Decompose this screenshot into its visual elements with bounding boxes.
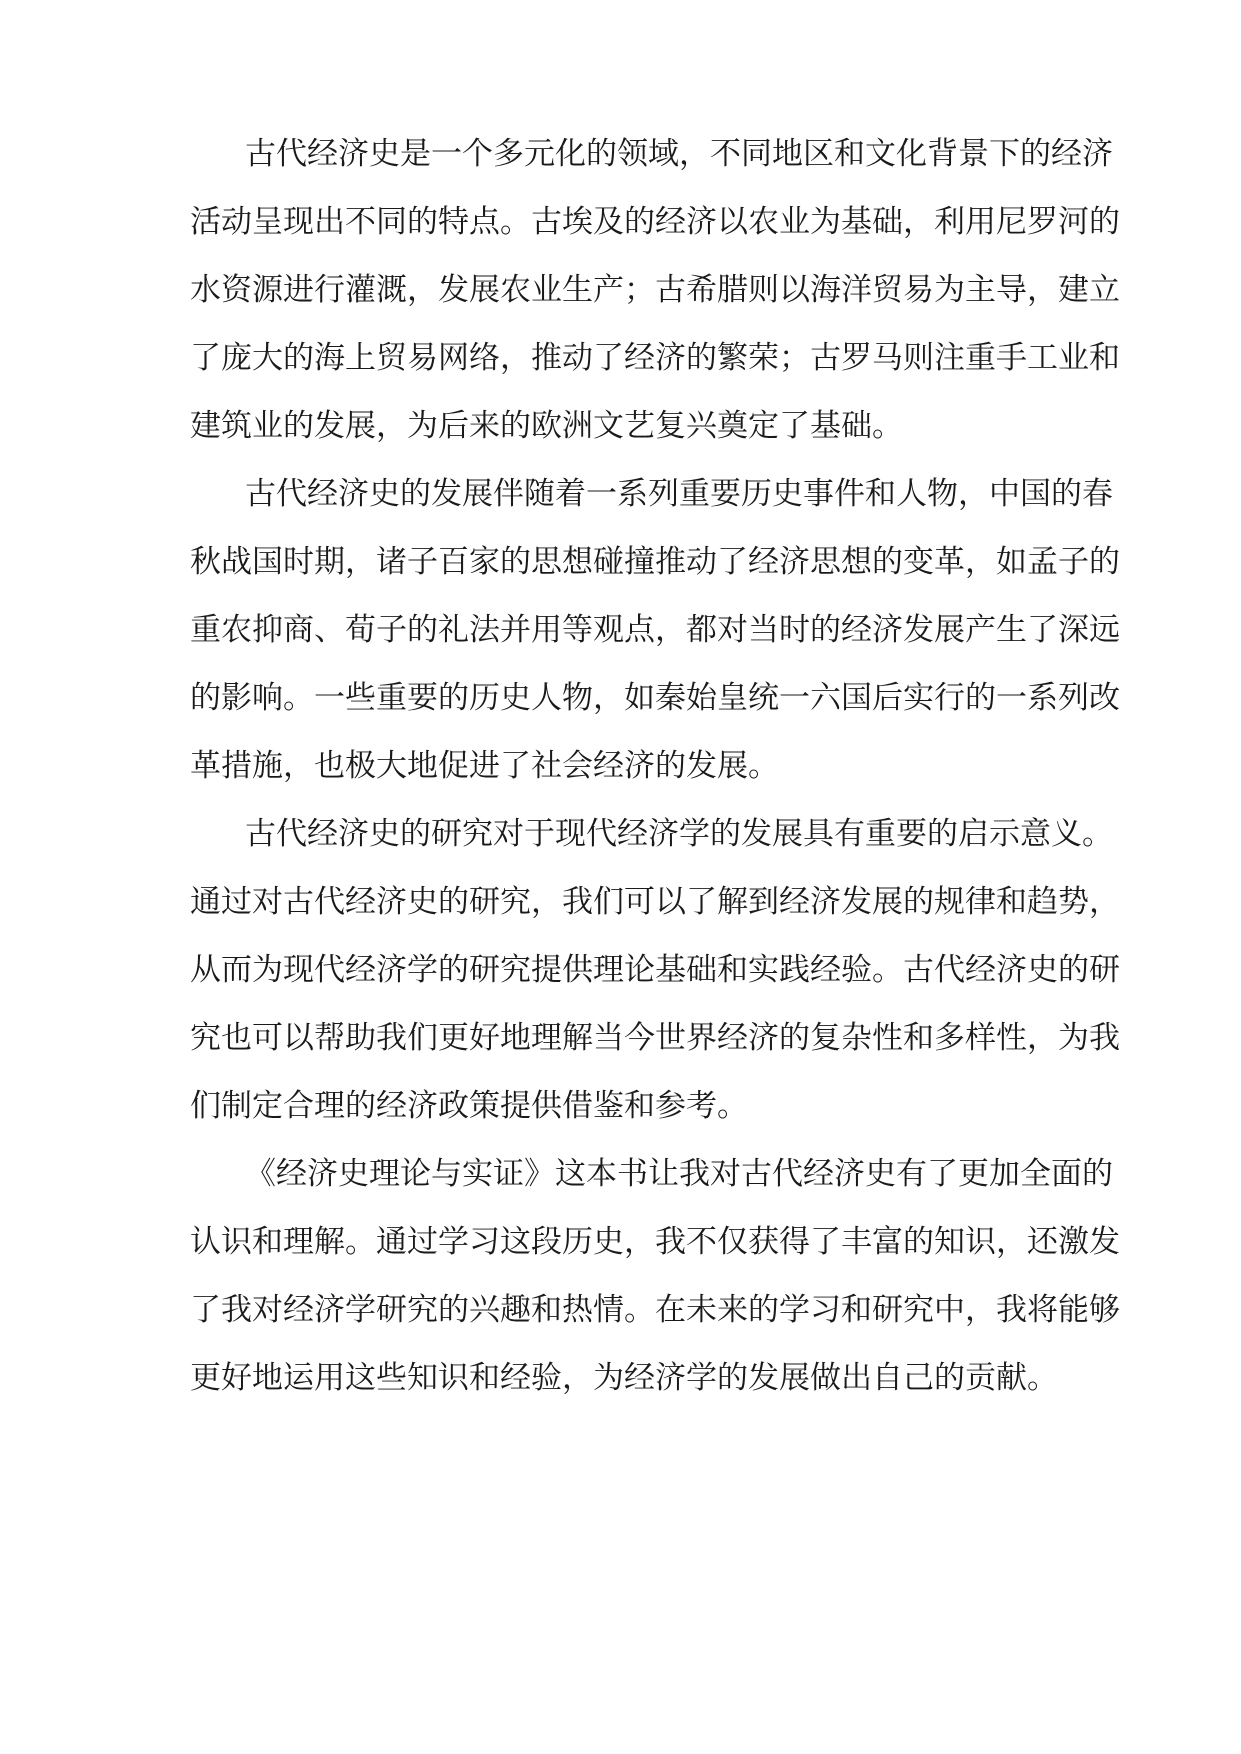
paragraph-1-line-3: 水资源进行灌溉，发展农业生产；古希腊则以海洋贸易为主导，建立: [190, 272, 1120, 308]
paragraph-2-line-4: 的影响。一些重要的历史人物，如秦始皇统一六国后实行的一系列改: [190, 680, 1120, 716]
paragraph-4-line-4: 更好地运用这些知识和经验，为经济学的发展做出自己的贡献。: [190, 1360, 1058, 1396]
paragraph-4-line-3: 了我对经济学研究的兴趣和热情。在未来的学习和研究中，我将能够: [190, 1292, 1120, 1328]
paragraph-2-line-2: 秋战国时期，诸子百家的思想碰撞推动了经济思想的变革，如孟子的: [190, 544, 1120, 580]
paragraph-3-line-1: 古代经济史的研究对于现代经济学的发展具有重要的启示意义。: [245, 816, 1113, 852]
paragraph-1-line-1: 古代经济史是一个多元化的领域，不同地区和文化背景下的经济: [245, 136, 1113, 172]
paragraph-4-line-2: 认识和理解。通过学习这段历史，我不仅获得了丰富的知识，还激发: [190, 1224, 1120, 1260]
paragraph-1-line-5: 建筑业的发展，为后来的欧洲文艺复兴奠定了基础。: [190, 408, 903, 444]
paragraph-4-line-1: 《经济史理论与实证》这本书让我对古代经济史有了更加全面的: [245, 1156, 1113, 1192]
paragraph-3-line-2: 通过对古代经济史的研究，我们可以了解到经济发展的规律和趋势，: [190, 884, 1120, 920]
paragraph-2-line-3: 重农抑商、荀子的礼法并用等观点，都对当时的经济发展产生了深远: [190, 612, 1120, 648]
paragraph-1-line-4: 了庞大的海上贸易网络，推动了经济的繁荣；古罗马则注重手工业和: [190, 340, 1120, 376]
paragraph-3-line-3: 从而为现代经济学的研究提供理论基础和实践经验。古代经济史的研: [190, 952, 1120, 988]
paragraph-3-line-4: 究也可以帮助我们更好地理解当今世界经济的复杂性和多样性，为我: [190, 1020, 1120, 1056]
paragraph-2-line-1: 古代经济史的发展伴随着一系列重要历史事件和人物，中国的春: [245, 476, 1113, 512]
paragraph-1-line-2: 活动呈现出不同的特点。古埃及的经济以农业为基础，利用尼罗河的: [190, 204, 1120, 240]
paragraph-2-line-5: 革措施，也极大地促进了社会经济的发展。: [190, 748, 779, 784]
paragraph-3-line-5: 们制定合理的经济政策提供借鉴和参考。: [190, 1088, 748, 1124]
